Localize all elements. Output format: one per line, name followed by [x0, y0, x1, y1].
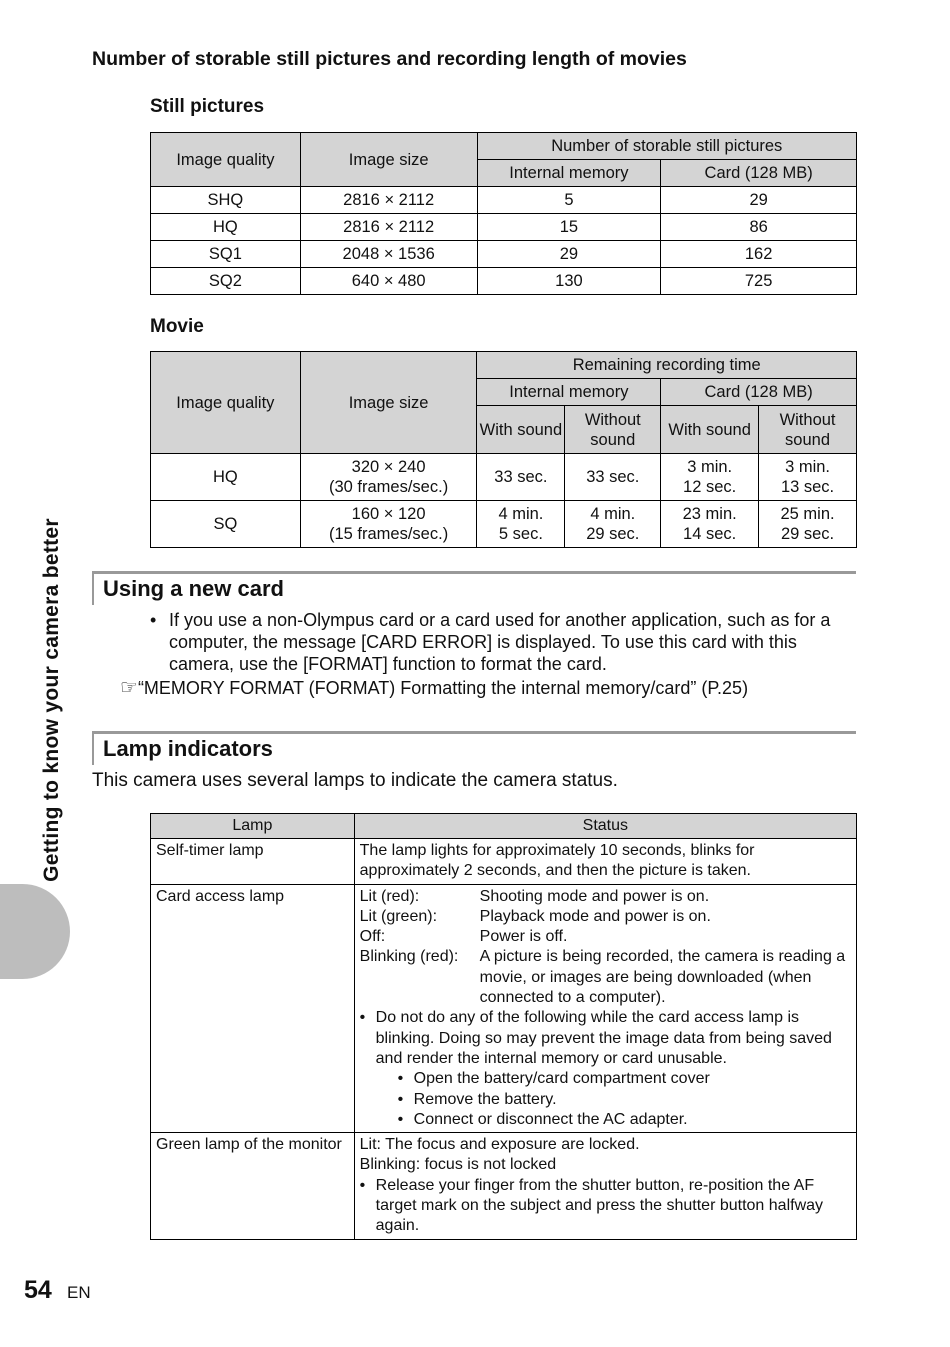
sub-bullet: [360, 1110, 851, 1130]
cell-line: 3 min.: [687, 458, 733, 476]
state-value: Shooting mode and power is on.: [479, 887, 710, 905]
cell-size: [300, 454, 477, 501]
col-with-sound: With sound: [477, 406, 565, 454]
col-internal-memory: Internal memory: [477, 160, 661, 187]
cell-quality: SQ2: [151, 268, 301, 295]
lamp-status: [354, 884, 856, 1133]
movie-title: Movie: [150, 316, 204, 337]
state-value: Power is off.: [479, 928, 568, 946]
section-marker: [92, 734, 94, 765]
state-value: Playback mode and power is on.: [479, 907, 711, 925]
cell-card-without: [759, 454, 857, 501]
state-value: A picture is being recorded, the camera is reading a movie, or images are being downloaded (when connected to a computer).: [479, 948, 846, 1007]
still-pictures-table: [150, 132, 857, 295]
cell-card: 86: [661, 214, 857, 241]
cell-line: 4 min.: [498, 505, 544, 523]
bullet-text: Connect or disconnect the AC adapter.: [413, 1110, 688, 1128]
table-row: [151, 501, 857, 548]
state-row: [360, 907, 851, 927]
cell-size: 640 × 480: [300, 268, 477, 295]
section-title: Lamp indicators: [103, 736, 273, 761]
cell-card-with: [661, 501, 759, 548]
col-storable-group: Number of storable still pictures: [477, 133, 856, 160]
bullet-text: Release your finger from the shutter button, re-position the AF target mark on the subject and press the shutter button halfway again.: [375, 1176, 824, 1235]
col-status: Status: [354, 814, 856, 839]
col-card: Card (128 MB): [661, 160, 857, 187]
cell-line: 14 sec.: [683, 525, 737, 543]
size-fps: (30 frames/sec.): [328, 478, 449, 496]
cell-card: 29: [661, 187, 857, 214]
reference-link[interactable]: “MEMORY FORMAT (FORMAT) Formatting the internal memory/card” (P.25): [137, 678, 749, 698]
col-without-sound: Without sound: [565, 406, 661, 454]
cell-line: 25 min.: [780, 505, 835, 523]
cell-size: [300, 501, 477, 548]
section-title: Using a new card: [103, 576, 284, 601]
sub-bullet: [360, 1069, 851, 1089]
cell-int-with: [477, 501, 565, 548]
cell-internal: 5: [477, 187, 661, 214]
col-recording-group: Remaining recording time: [477, 352, 857, 379]
section-marker: [92, 574, 94, 605]
cell-line: 33 sec.: [586, 468, 640, 486]
cell-quality: HQ: [151, 454, 301, 501]
cell-line: 3 min.: [785, 458, 830, 476]
state-row: [360, 887, 851, 907]
col-image-quality: Image quality: [151, 352, 301, 454]
new-card-bullet: [150, 609, 860, 675]
chapter-tab: [0, 884, 70, 979]
cell-line: 5 sec.: [498, 525, 543, 543]
lamp-intro: This camera uses several lamps to indicate the camera status.: [92, 770, 618, 791]
bullet-text: Open the battery/card compartment cover: [413, 1070, 710, 1088]
bullet-dot: •: [359, 1176, 366, 1194]
cell-line: 4 min.: [590, 505, 636, 523]
cell-card: 725: [661, 268, 857, 295]
size-fps: (15 frames/sec.): [328, 525, 449, 543]
table-row: [151, 884, 857, 1133]
state-key: Lit (green):: [359, 907, 438, 925]
cell-line: 12 sec.: [683, 478, 737, 496]
bullet-text: Remove the battery.: [413, 1090, 557, 1108]
cell-line: 33 sec.: [494, 468, 548, 486]
status-line: Blinking: focus is not locked: [359, 1156, 557, 1174]
size-dims: 320 × 240: [351, 458, 426, 476]
cell-size: 2816 × 2112: [300, 187, 477, 214]
lamp-name: Green lamp of the monitor: [151, 1133, 355, 1239]
sub-bullet: [360, 1090, 851, 1110]
cell-line: 13 sec.: [780, 478, 835, 496]
lamp-table: [150, 813, 857, 1240]
bullet-dot: •: [397, 1090, 404, 1108]
bullet-dot: •: [397, 1070, 404, 1088]
cell-internal: 130: [477, 268, 661, 295]
cell-int-without: [565, 454, 661, 501]
status-bullet: [360, 1176, 851, 1237]
bullet-text: If you use a non-Olympus card or a card used for another application, such as for a computer, the message [CARD ERROR] is displayed. To use this card with this camera, use the [FORMAT] function to format the card.: [169, 610, 831, 674]
state-row: [360, 947, 851, 1008]
lamp-status: The lamp lights for approximately 10 seconds, blinks for approximately 2 seconds, and then the picture is taken.: [354, 839, 856, 885]
table-row: [151, 187, 857, 214]
still-pictures-title: Still pictures: [150, 96, 265, 117]
table-row: [151, 241, 857, 268]
state-row: [360, 927, 851, 947]
reference-line: [120, 677, 860, 699]
bullet-dot: •: [397, 1110, 404, 1128]
cell-size: 2816 × 2112: [300, 214, 477, 241]
cell-size: 2048 × 1536: [300, 241, 477, 268]
cell-quality: SHQ: [151, 187, 301, 214]
col-card: Card (128 MB): [661, 379, 857, 406]
col-image-quality: Image quality: [151, 133, 301, 187]
state-key: Off:: [359, 928, 386, 946]
bullet-text: Do not do any of the following while the card access lamp is blinking. Doing so may prevent the image data from being saved and render the internal memory or card unusable.: [375, 1009, 832, 1067]
section-lamp-indicators: [92, 731, 856, 765]
cell-card: 162: [661, 241, 857, 268]
cell-internal: 29: [477, 241, 661, 268]
table-row: [151, 214, 857, 241]
cell-quality: SQ1: [151, 241, 301, 268]
section-using-new-card: [92, 571, 856, 605]
cell-quality: SQ: [151, 501, 301, 548]
chapter-side-label: Getting to know your camera better: [40, 518, 63, 882]
reference-pointer-icon: ☞: [120, 677, 138, 699]
table-row: [151, 268, 857, 295]
cell-line: 29 sec.: [586, 525, 640, 543]
lamp-name: Card access lamp: [151, 884, 355, 1133]
bullet-dot: •: [359, 1009, 366, 1027]
page-heading: Number of storable still pictures and recording length of movies: [92, 48, 687, 70]
cell-card-without: [759, 501, 857, 548]
movie-table: [150, 351, 857, 548]
state-key: Lit (red):: [359, 887, 420, 905]
page-lang: EN: [67, 1283, 91, 1302]
cell-line: 23 min.: [682, 505, 737, 523]
table-row: [151, 1133, 857, 1239]
col-lamp: Lamp: [151, 814, 355, 839]
col-with-sound: With sound: [661, 406, 759, 454]
status-line: Lit: The focus and exposure are locked.: [359, 1136, 640, 1154]
warning-bullet: [360, 1008, 851, 1069]
col-image-size: Image size: [300, 352, 477, 454]
cell-int-without: [565, 501, 661, 548]
cell-quality: HQ: [151, 214, 301, 241]
cell-internal: 15: [477, 214, 661, 241]
table-row: [151, 839, 857, 885]
col-without-sound: Without sound: [759, 406, 857, 454]
col-internal-memory: Internal memory: [477, 379, 661, 406]
col-image-size: Image size: [300, 133, 477, 187]
state-key: Blinking (red):: [359, 948, 459, 966]
lamp-status: [354, 1133, 856, 1239]
cell-line: 29 sec.: [780, 525, 835, 543]
page-number: 54: [24, 1276, 52, 1304]
size-dims: 160 × 120: [351, 505, 426, 523]
cell-int-with: [477, 454, 565, 501]
table-row: [151, 454, 857, 501]
cell-card-with: [661, 454, 759, 501]
lamp-name: Self-timer lamp: [151, 839, 355, 885]
bullet-dot: •: [150, 610, 157, 630]
